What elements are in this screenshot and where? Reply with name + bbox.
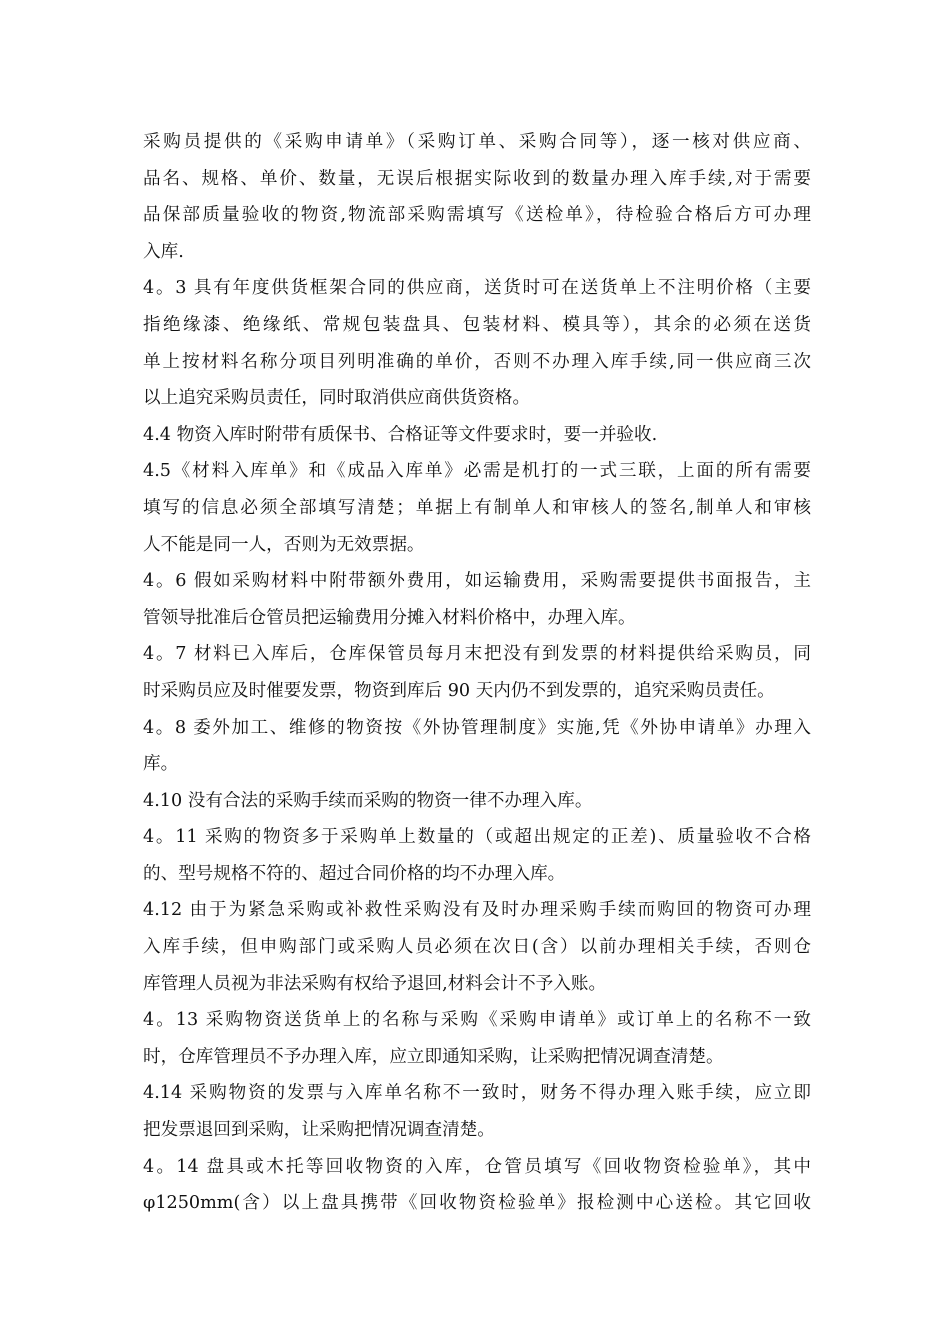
text-line: 的、型号规格不符的、超过合同价格的均不办理入库。 bbox=[143, 863, 566, 884]
text-line: 单上按材料名称分项目列明准确的单价，否则不办理入库手续,同一供应商三次 bbox=[143, 351, 811, 372]
text-line: 库。 bbox=[143, 754, 179, 775]
text-line: 库管理人员视为非法采购有权给予退回,材料会计不予入账。 bbox=[143, 973, 607, 994]
text-line: 指绝缘漆、绝缘纸、常规包装盘具、包装材料、模具等），其余的必须在送货 bbox=[143, 314, 811, 335]
text-line: 4.12 由于为紧急采购或补救性采购没有及时办理采购手续而购回的物资可办理 bbox=[143, 900, 811, 921]
text-line: 入库. bbox=[143, 241, 184, 262]
text-line: 4。11 采购的物资多于采购单上数量的（或超出规定的正差)、质量验收不合格 bbox=[143, 827, 811, 848]
text-line: 4。14 盘具或木托等回收物资的入库，仓管员填写《回收物资检验单》，其中 bbox=[143, 1156, 811, 1177]
text-line: 把发票退回到采购，让采购把情况调查清楚。 bbox=[143, 1120, 495, 1141]
document-body bbox=[143, 124, 811, 1222]
text-line: 4。7 材料已入库后，仓库保管员每月末把没有到发票的材料提供给采购员，同 bbox=[143, 644, 811, 665]
text-line: 4.10 没有合法的采购手续而采购的物资一律不办理入库。 bbox=[143, 790, 593, 811]
text-line: 4。6 假如采购材料中附带额外费用，如运输费用，采购需要提供书面报告，主 bbox=[143, 571, 811, 592]
text-line: 4.4 物资入库时附带有质保书、合格证等文件要求时，要一并验收. bbox=[143, 424, 658, 445]
text-line: 填写的信息必须全部填写清楚；单据上有制单人和审核人的签名,制单人和审核 bbox=[143, 497, 811, 518]
text-line: 4.14 采购物资的发票与入库单名称不一致时，财务不得办理入账手续，应立即 bbox=[143, 1083, 811, 1104]
text-line: 品名、规格、单价、数量，无误后根据实际收到的数量办理入库手续,对于需要 bbox=[143, 168, 811, 189]
text-line: 入库手续，但申购部门或采购人员必须在次日(含）以前办理相关手续，否则仓 bbox=[143, 937, 811, 958]
text-line: 管领导批准后仓管员把运输费用分摊入材料价格中，办理入库。 bbox=[143, 607, 636, 628]
text-line: φ1250mm(含）以上盘具携带《回收物资检验单》报检测中心送检。其它回收 bbox=[143, 1193, 811, 1214]
text-line: 4。8 委外加工、维修的物资按《外协管理制度》实施,凭《外协申请单》办理入 bbox=[143, 717, 811, 738]
text-line: 时，仓库管理员不予办理入库，应立即通知采购，让采购把情况调查清楚。 bbox=[143, 1046, 724, 1067]
text-line: 以上追究采购员责任，同时取消供应商供货资格。 bbox=[143, 388, 531, 409]
text-line: 采购员提供的《采购申请单》（采购订单、采购合同等），逐一核对供应商、 bbox=[143, 132, 811, 152]
text-line: 品保部质量验收的物资,物流部采购需填写《送检单》，待检验合格后方可办理 bbox=[143, 205, 811, 226]
text-line: 4。13 采购物资送货单上的名称与采购《采购申请单》或订单上的名称不一致 bbox=[143, 1010, 811, 1031]
text-line: 时采购员应及时催要发票，物资到库后 90 天内仍不到发票的，追究采购员责任。 bbox=[143, 680, 775, 701]
text-line: 4.5《材料入库单》和《成品入库单》必需是机打的一式三联，上面的所有需要 bbox=[143, 461, 811, 482]
text-line: 4。3 具有年度供货框架合同的供应商，送货时可在送货单上不注明价格（主要 bbox=[143, 278, 811, 299]
text-line: 人不能是同一人，否则为无效票据。 bbox=[143, 534, 425, 555]
